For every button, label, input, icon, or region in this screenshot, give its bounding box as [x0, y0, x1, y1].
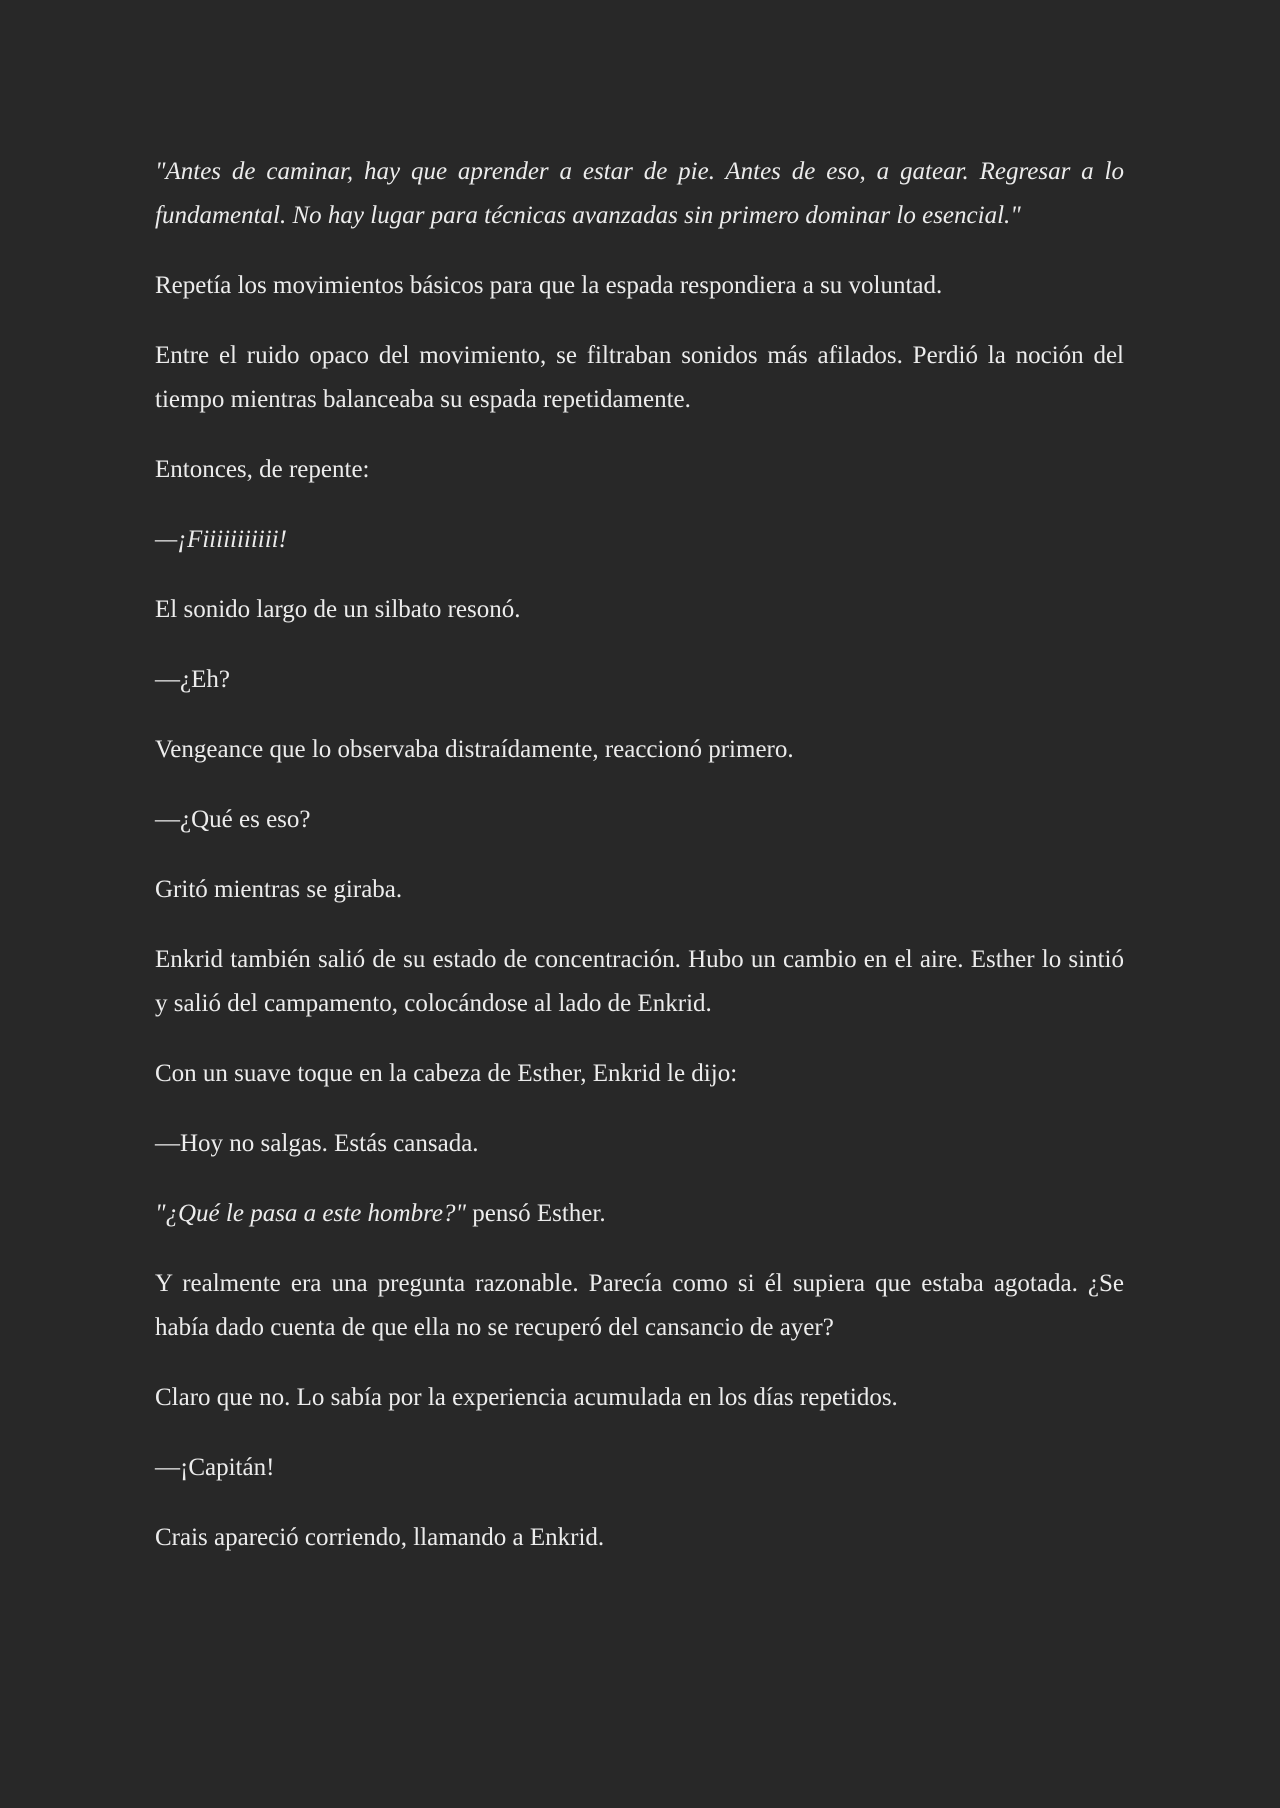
narration-paragraph: Con un suave toque en la cabeza de Esther, Enkrid le dijo:: [155, 1060, 738, 1087]
dialogue-line: —¿Qué es eso?: [155, 806, 311, 833]
narration-paragraph: Claro que no. Lo sabía por la experiencia acumulada en los días repetidos.: [155, 1384, 898, 1411]
dialogue-line: —¡Capitán!: [155, 1454, 275, 1481]
narration-paragraph: Crais apareció corriendo, llamando a Enkrid.: [155, 1524, 605, 1551]
narration-paragraph: Enkrid también salió de su estado de concentración. Hubo un cambio en el aire. Esther lo sintió y salió del campamento, colocándose al lado de Enkrid.: [155, 946, 1124, 1017]
narration-paragraph: Entonces, de repente:: [155, 456, 370, 483]
dialogue-line: —Hoy no salgas. Estás cansada.: [155, 1130, 479, 1157]
sound-effect-line: —¡Fiiiiiiiiiii!: [155, 526, 287, 553]
chapter-text: [155, 150, 1124, 1586]
narration-paragraph: El sonido largo de un silbato resonó.: [155, 596, 521, 623]
thought-quote: "¿Qué le pasa a este hombre?": [155, 1200, 466, 1227]
narration-paragraph: Vengeance que lo observaba distraídamente, reaccionó primero.: [155, 736, 794, 763]
narration-paragraph: Entre el ruido opaco del movimiento, se filtraban sonidos más afilados. Perdió la noción del tiempo mientras balanceaba su espada repetidamente.: [155, 342, 1124, 413]
dialogue-line: —¿Eh?: [155, 666, 230, 693]
narration-tail: pensó Esther.: [466, 1200, 606, 1227]
thought-paragraph: "Antes de caminar, hay que aprender a estar de pie. Antes de eso, a gatear. Regresar a lo fundamental. No hay lugar para técnicas avanzadas sin primero dominar lo esencial.": [155, 158, 1124, 229]
thought-with-narration: [155, 1192, 1124, 1236]
narration-paragraph: Repetía los movimientos básicos para que la espada respondiera a su voluntad.: [155, 272, 943, 299]
narration-paragraph: Y realmente era una pregunta razonable. Parecía como si él supiera que estaba agotada. ¿Se había dado cuenta de que ella no se recuperó del cansancio de ayer?: [155, 1270, 1124, 1341]
narration-paragraph: Gritó mientras se giraba.: [155, 876, 403, 903]
